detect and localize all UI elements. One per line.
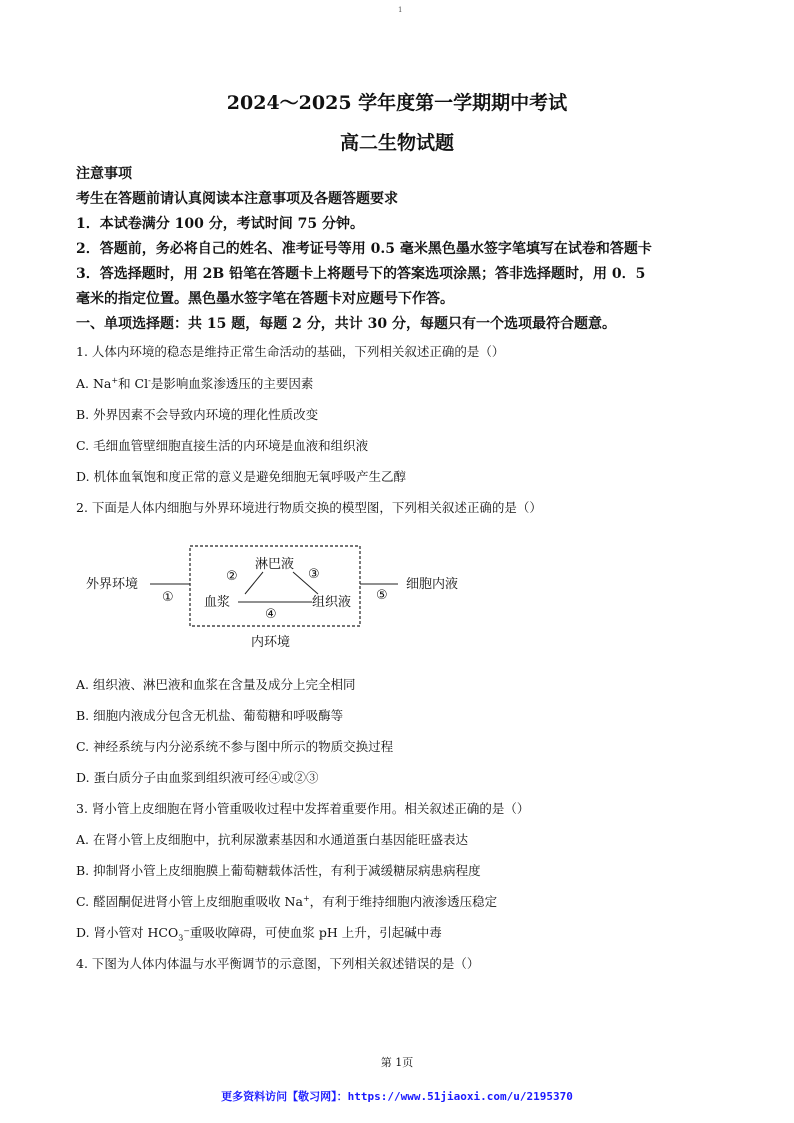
exam-subtitle: 高二生物试题	[339, 132, 454, 154]
label-lymph: 淋巴液	[255, 557, 295, 572]
question-1-option-c: C. 毛细血管壁细胞直接生活的内环境是血液和组织液	[76, 438, 369, 453]
q1a-mid: 和 Cl	[118, 376, 149, 391]
question-1-stem: 1. 人体内环境的稳态是维持正常生命活动的基础，下列相关叙述正确的是（）	[76, 344, 505, 359]
notice-line-2: 2．答题前，务必将自己的姓名、准考证号等用 0.5 毫米黑色墨水签字笔填写在试卷和答题卡	[76, 241, 652, 257]
label-n1: ①	[162, 590, 174, 605]
q1a-pre: A. Na	[76, 376, 112, 391]
q1a-sup2: -	[148, 375, 151, 385]
question-3-option-c	[76, 892, 497, 910]
notice-heading: 注意事项	[76, 166, 132, 182]
question-3-option-a: A. 在肾小管上皮细胞中，抗利尿激素基因和水通道蛋白基因能旺盛表达	[76, 832, 468, 847]
exam-title: 2024～2025 学年度第一学期期中考试	[226, 92, 568, 114]
notice-line-3a: 3．答选择题时，用 2B 铅笔在答题卡上将题号下的答案选项涂黑；答非选择题时，用 0．5	[76, 266, 646, 282]
label-n3: ③	[308, 567, 320, 582]
q3d-post: ⁻重吸收障碍，可使血浆 pH 上升，引起碱中毒	[183, 925, 442, 940]
label-tissue: 组织液	[312, 595, 352, 610]
question-3-option-d	[76, 923, 442, 943]
page-number: 第 1页	[380, 1056, 414, 1069]
label-outside: 外界环境	[86, 577, 139, 592]
question-3-option-b: B. 抑制肾小管上皮细胞膜上葡萄糖载体活性，有利于减缓糖尿病患病程度	[76, 863, 481, 878]
label-plasma: 血浆	[204, 595, 231, 610]
footer-link[interactable]: 更多资料访问【敬习网】：https://www.51jiaoxi.com/u/2195370	[221, 1090, 573, 1103]
label-n4: ④	[265, 607, 277, 622]
question-2-stem: 2. 下面是人体内细胞与外界环境进行物质交换的模型图，下列相关叙述正确的是（）	[76, 500, 542, 515]
q3c-sup: +	[302, 893, 310, 903]
notice-line-0: 考生在答题前请认真阅读本注意事项及各题答题要求	[76, 191, 398, 207]
q3d-pre: D. 肾小管对 HCO	[76, 925, 179, 940]
question-2-option-b: B. 细胞内液成分包含无机盐、葡萄糖和呼吸酶等	[76, 708, 344, 723]
notice-line-3b: 毫米的指定位置。黑色墨水签字笔在答题卡对应题号下作答。	[76, 291, 454, 307]
label-n2: ②	[226, 569, 238, 584]
question-2-option-c: C. 神经系统与内分泌系统不参与图中所示的物质交换过程	[76, 739, 394, 754]
q1a-post: 是影响血浆渗透压的主要因素	[150, 376, 314, 391]
question-3-stem: 3. 肾小管上皮细胞在肾小管重吸收过程中发挥着重要作用。相关叙述正确的是（）	[76, 801, 530, 816]
page-top-mark: 1	[398, 6, 403, 14]
question-1-option-b: B. 外界因素不会导致内环境的理化性质改变	[76, 407, 319, 422]
label-internal-env: 内环境	[251, 635, 291, 650]
q3c-pre: C. 醛固酮促进肾小管上皮细胞重吸收 Na	[76, 894, 303, 909]
q3c-post: ，有利于维持细胞内液渗透压稳定	[309, 894, 498, 909]
label-n5: ⑤	[376, 588, 388, 603]
question-2-option-a: A. 组织液、淋巴液和血浆在含量及成分上完全相同	[76, 677, 356, 692]
q1a-sup1: +	[111, 375, 119, 385]
q3d-sub: 3	[178, 933, 184, 943]
line-2	[245, 572, 263, 594]
question-1-option-a	[76, 374, 313, 392]
question-1-option-d: D. 机体血氧饱和度正常的意义是避免细胞无氧呼吸产生乙醇	[76, 469, 407, 484]
question-2-option-d: D. 蛋白质分子由血浆到组织液可经④或②③	[76, 770, 319, 785]
exchange-model-diagram	[80, 540, 480, 652]
label-intracellular: 细胞内液	[406, 577, 459, 592]
notice-line-1: 1．本试卷满分 100 分，考试时间 75 分钟。	[76, 216, 364, 232]
question-4-stem: 4. 下图为人体内体温与水平衡调节的示意图，下列相关叙述错误的是（）	[76, 956, 480, 971]
section-heading: 一、单项选择题：共 15 题，每题 2 分，共计 30 分，每题只有一个选项最符合题意。	[76, 316, 616, 332]
